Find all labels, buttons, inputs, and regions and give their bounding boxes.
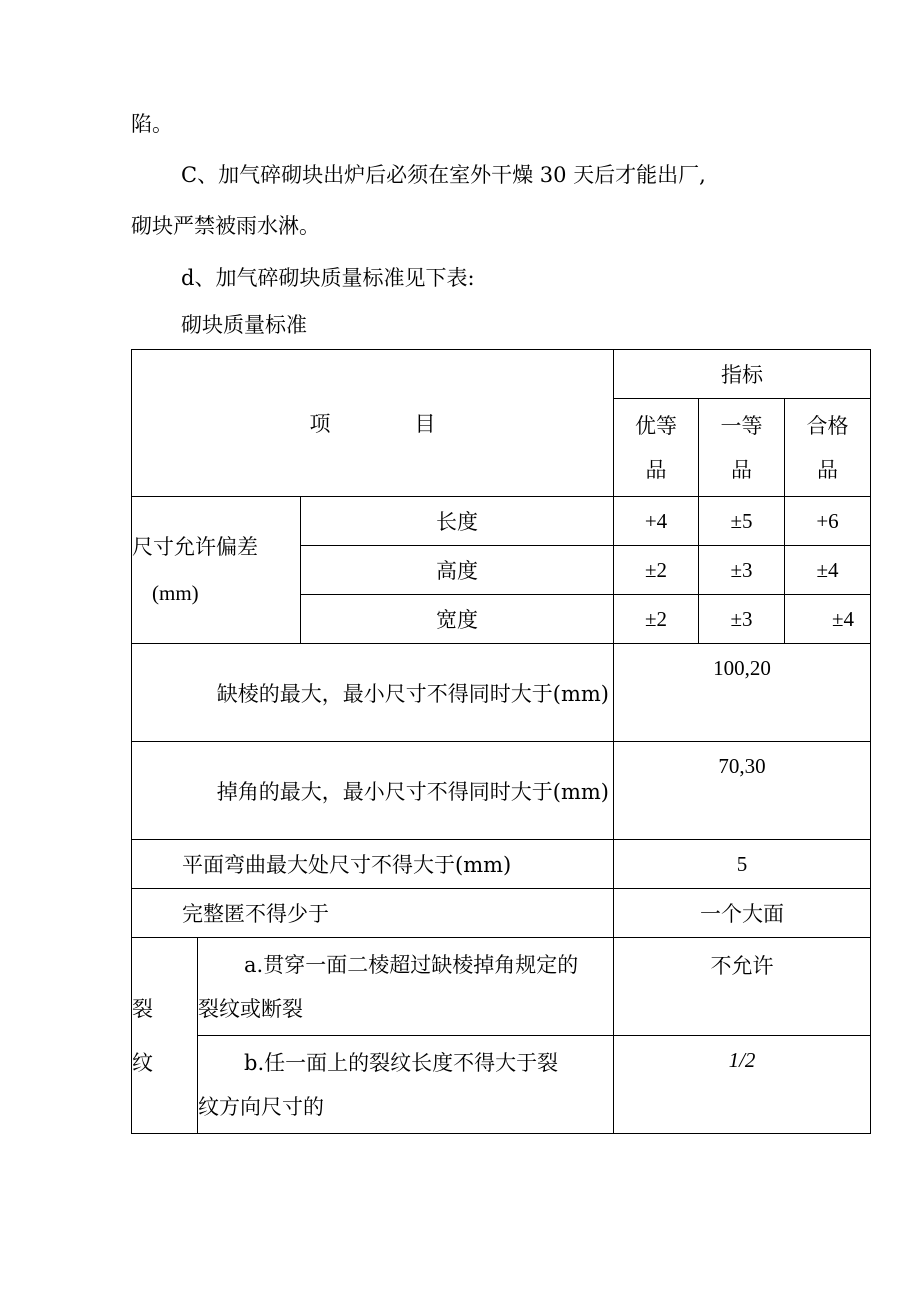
grade-qualified-line1: 合格 <box>806 413 849 438</box>
paragraph-line-4: d、加气碎砌块质量标准见下表: <box>181 266 475 290</box>
size-tolerance-label: 尺寸允许偏差 <box>132 535 258 559</box>
grade-qualified-line2: 品 <box>817 457 838 482</box>
row-width-value-first: ±3 <box>699 595 785 644</box>
bending-value: 5 <box>614 840 871 889</box>
crack-label-line2: 纹 <box>132 1050 153 1075</box>
crack-b-value: 1/2 <box>614 1036 871 1134</box>
row-width-value-qualified: ±4 <box>785 595 871 644</box>
table-title: 砌块质量标准 <box>181 313 307 337</box>
row-width-value-superior: ±2 <box>614 595 699 644</box>
row-length-value-qualified: +6 <box>785 497 871 546</box>
paragraph-line-2: C、加气碎砌块出炉后必须在室外干燥 30 天后才能出厂, <box>181 163 706 187</box>
row-height-value-qualified: ±4 <box>785 546 871 595</box>
size-tolerance-label-cell <box>132 497 301 644</box>
header-indicator-label: 指标 <box>721 363 763 387</box>
missing-corner-label: 掉角的最大，最小尺寸不得同时大于(mm) <box>132 742 614 840</box>
row-length-name: 长度 <box>301 497 614 546</box>
crack-label-cell <box>132 938 198 1134</box>
crack-a-value: 不允许 <box>614 938 871 1036</box>
crack-a-line2: 裂纹或断裂 <box>198 996 303 1021</box>
quality-standard-table <box>131 349 871 1134</box>
bending-label: 平面弯曲最大处尺寸不得大于(mm) <box>132 840 614 889</box>
crack-b-description <box>198 1036 614 1134</box>
size-tolerance-unit: (mm) <box>152 581 199 605</box>
header-grade-qualified <box>785 399 871 497</box>
row-length-value-first: ±5 <box>699 497 785 546</box>
grade-superior-line1: 优等 <box>635 413 677 438</box>
crack-b-line1: b.任一面上的裂纹长度不得大于裂 <box>244 1050 559 1075</box>
missing-edge-label: 缺棱的最大，最小尺寸不得同时大于(mm) <box>132 644 614 742</box>
paragraph-line-1: 陷。 <box>131 112 173 136</box>
grade-first-line2: 品 <box>731 457 752 482</box>
row-width-name: 宽度 <box>301 595 614 644</box>
header-item-cell <box>132 350 614 497</box>
intact-label: 完整匿不得少于 <box>132 889 614 938</box>
grade-superior-line2: 品 <box>645 457 667 482</box>
row-length-value-superior: +4 <box>614 497 699 546</box>
intact-value: 一个大面 <box>614 889 871 938</box>
header-grade-superior <box>614 399 699 497</box>
missing-edge-value: 100,20 <box>614 644 871 742</box>
header-item-label: 项 目 <box>309 412 436 436</box>
missing-corner-value: 70,30 <box>614 742 871 840</box>
paragraph-line-3: 砌块严禁被雨水淋。 <box>131 214 320 238</box>
header-grade-first <box>699 399 785 497</box>
row-height-name: 高度 <box>301 546 614 595</box>
row-height-value-superior: ±2 <box>614 546 699 595</box>
crack-a-description <box>198 938 614 1036</box>
crack-b-line2: 纹方向尺寸的 <box>198 1094 324 1119</box>
grade-first-line1: 一等 <box>720 413 763 438</box>
crack-label-line1: 裂 <box>132 996 153 1021</box>
header-indicator-cell <box>614 350 871 399</box>
row-height-value-first: ±3 <box>699 546 785 595</box>
crack-a-line1: a.贯穿一面二棱超过缺棱掉角规定的 <box>244 952 579 977</box>
